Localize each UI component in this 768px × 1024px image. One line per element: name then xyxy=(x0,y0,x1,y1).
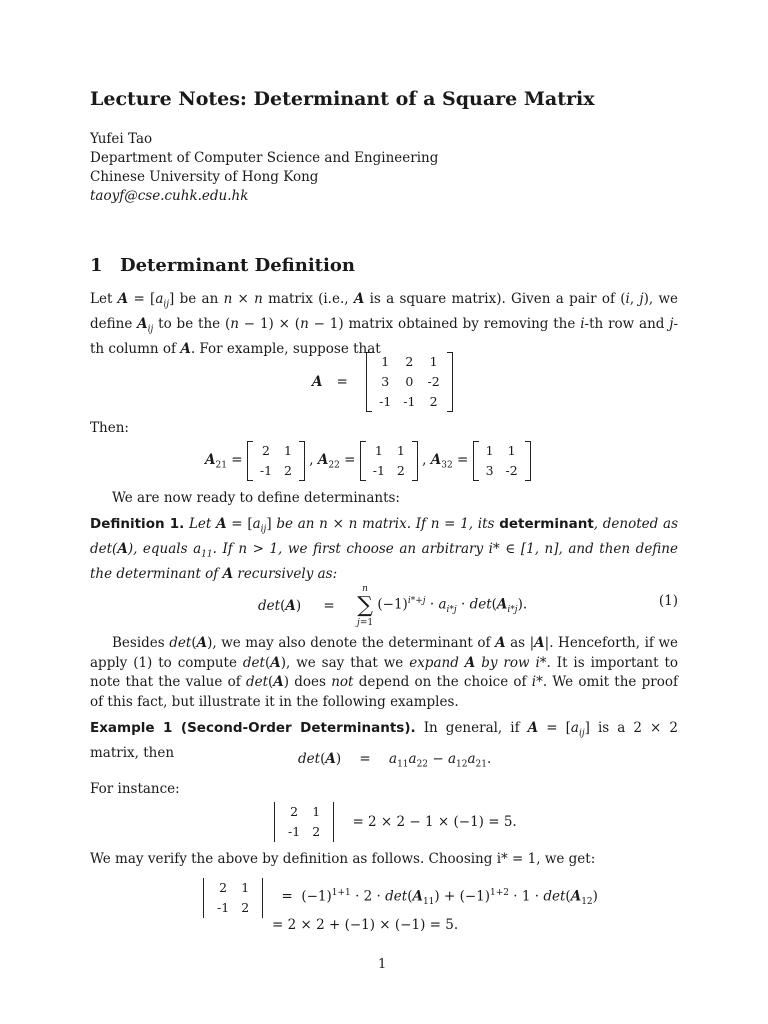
matrix-cell: 1 xyxy=(312,804,321,819)
matrix-row xyxy=(254,441,298,461)
matrix-cell: 2 xyxy=(290,804,299,819)
matrix-row xyxy=(282,822,326,842)
author-email[interactable]: taoyf@cse.cuhk.edu.hk xyxy=(90,188,249,204)
page-number: 1 xyxy=(378,957,387,972)
section-number: 1 xyxy=(90,255,103,276)
matrix-a xyxy=(366,352,453,412)
matrix-cells xyxy=(373,352,446,412)
document-title: Lecture Notes: Determinant of a Square Matrix xyxy=(90,88,595,110)
matrix-row xyxy=(254,461,298,481)
matrix-cell: -1 xyxy=(288,824,301,839)
matrix-cell: 0 xyxy=(405,374,414,389)
matrix-cell: 2 xyxy=(405,354,414,369)
verify-equation-line-2: = 2 × 2 + (−1) × (−1) = 5. xyxy=(272,917,459,933)
verify-sentence: We may verify the above by definition as follows. Choosing i* = 1, we get: xyxy=(90,851,596,867)
matrix-cell: 2 xyxy=(429,394,438,409)
then-label: Then: xyxy=(90,420,129,436)
matrix-cell: 1 xyxy=(429,354,438,369)
section-heading xyxy=(90,255,355,276)
instance-equation xyxy=(274,802,517,842)
example-intro-end: is a 2 × 2 matrix, then xyxy=(90,720,679,762)
matrix-cell: 1 xyxy=(381,354,390,369)
determinant-example xyxy=(274,802,334,842)
matrix-row xyxy=(480,461,524,481)
matrix-cell: 2 xyxy=(312,824,321,839)
matrix-a32 xyxy=(473,441,531,481)
author-name: Yufei Tao xyxy=(90,131,153,147)
matrix-cell: 3 xyxy=(381,374,390,389)
matrix-cells xyxy=(211,878,255,918)
matrix-cells xyxy=(254,441,298,481)
matrix-cell: -2 xyxy=(427,374,440,389)
example-label: Example 1 (Second-Order Determinants). xyxy=(90,720,416,736)
matrix-row xyxy=(480,441,524,461)
matrix-cell: -1 xyxy=(217,900,230,915)
matrix-cells xyxy=(282,802,326,842)
matrix-cell: 1 xyxy=(284,443,292,458)
determinant-verify xyxy=(203,878,263,918)
definition-1: Definition 1. Let $A = [a_{ij}]$ be an n × n matrix. If n = 1, its determinant, denoted as det(A), equals $a_{11}$. If n > 1, we first choose an arbitrary i* ∈ [1, n], and then define the determinant of A recursively as: xyxy=(90,516,679,583)
matrix-cell: -1 xyxy=(372,463,385,478)
matrix-cell: 1 xyxy=(374,443,383,458)
matrix-row xyxy=(373,372,446,392)
author-university: Chinese University of Hong Kong xyxy=(90,169,319,185)
instance-result: = 2 × 2 − 1 × (−1) = 5. xyxy=(352,814,517,830)
matrix-a22 xyxy=(360,441,418,481)
matrix-cell: 2 xyxy=(396,463,405,478)
example-1: Example 1 (Second-Order Determinants). In general, if $A = [a_{ij}]$ is a 2 × 2 matrix, then xyxy=(90,720,679,762)
matrix-a-equation: A = 1 2 1 3 0 -2 -1 -1 2 xyxy=(312,352,453,412)
matrix-row xyxy=(367,461,411,481)
equation-number: (1) xyxy=(658,593,678,609)
matrix-a21 xyxy=(247,441,305,481)
section-title: Determinant Definition xyxy=(120,255,355,276)
ready-sentence: We are now ready to define determinants: xyxy=(112,490,400,506)
matrix-cell: 1 xyxy=(485,443,494,458)
definition-label: Definition 1. xyxy=(90,516,185,532)
matrix-cells xyxy=(480,441,524,481)
matrix-cell: 1 xyxy=(241,880,250,895)
matrix-cell: -2 xyxy=(505,463,518,478)
matrix-cell: 1 xyxy=(396,443,405,458)
author-department: Department of Computer Science and Engineering xyxy=(90,150,439,166)
matrix-cells xyxy=(367,441,411,481)
matrix-row xyxy=(373,392,446,412)
matrix-row xyxy=(211,898,255,918)
matrix-row xyxy=(373,352,446,372)
matrix-cell: 2 xyxy=(219,880,228,895)
matrix-cell: 1 xyxy=(507,443,516,458)
matrix-cell: 2 xyxy=(241,900,250,915)
matrix-row xyxy=(282,802,326,822)
matrix-row xyxy=(367,441,411,461)
paragraph-besides: Besides det(A), we may also denote the determinant of A as |A|. Henceforth, if we apply (1) to compute det(A), we say that we expand A by row i*. It is important to note that the value of det(A) does not depend on the choice of i*. We omit the proof of this fact, but illustrate it in the following examples. xyxy=(90,635,679,710)
matrix-cell: -1 xyxy=(403,394,416,409)
for-instance-label: For instance: xyxy=(90,781,180,797)
matrix-cell: -1 xyxy=(259,463,273,478)
matrix-row xyxy=(211,878,255,898)
matrix-cell: 2 xyxy=(284,463,292,478)
verify-equation-line-1: 2 1 -1 2 = $(-1)^{1+1} \cdot 2 \cdot \det(A_{11}) + (-1)^{1+2} \cdot 1 \cdot \det(A_{12})$ xyxy=(203,878,598,918)
paragraph-intro: Let $A = [a_{ij}]$ be an n × n matrix (i.e., A is a square matrix). Given a pair of (i, j), we define $A_{ij}$ to be the (n − 1) × (n − 1) matrix obtained by removing the i-th row and j-th column of A. For example, suppose that xyxy=(90,291,679,358)
second-order-formula: $\det(A) = a_{11}a_{22} - a_{12}a_{21}$. xyxy=(298,751,492,770)
matrix-cell: 3 xyxy=(485,463,494,478)
matrix-cell: -1 xyxy=(379,394,392,409)
submatrices-equation: $A_{21}$ = 2 1 -1 2 , $A_{22}$ = 1 1 -1 2 , $A_{32}$ = 1 1 3 -2 xyxy=(205,441,531,481)
equation-1: det(A) = n ∑ j=1 $(-1)^{i*+j} \cdot a_{i*j} \cdot \det(A_{i*j})$. xyxy=(258,584,528,628)
matrix-cell: 2 xyxy=(261,443,270,458)
